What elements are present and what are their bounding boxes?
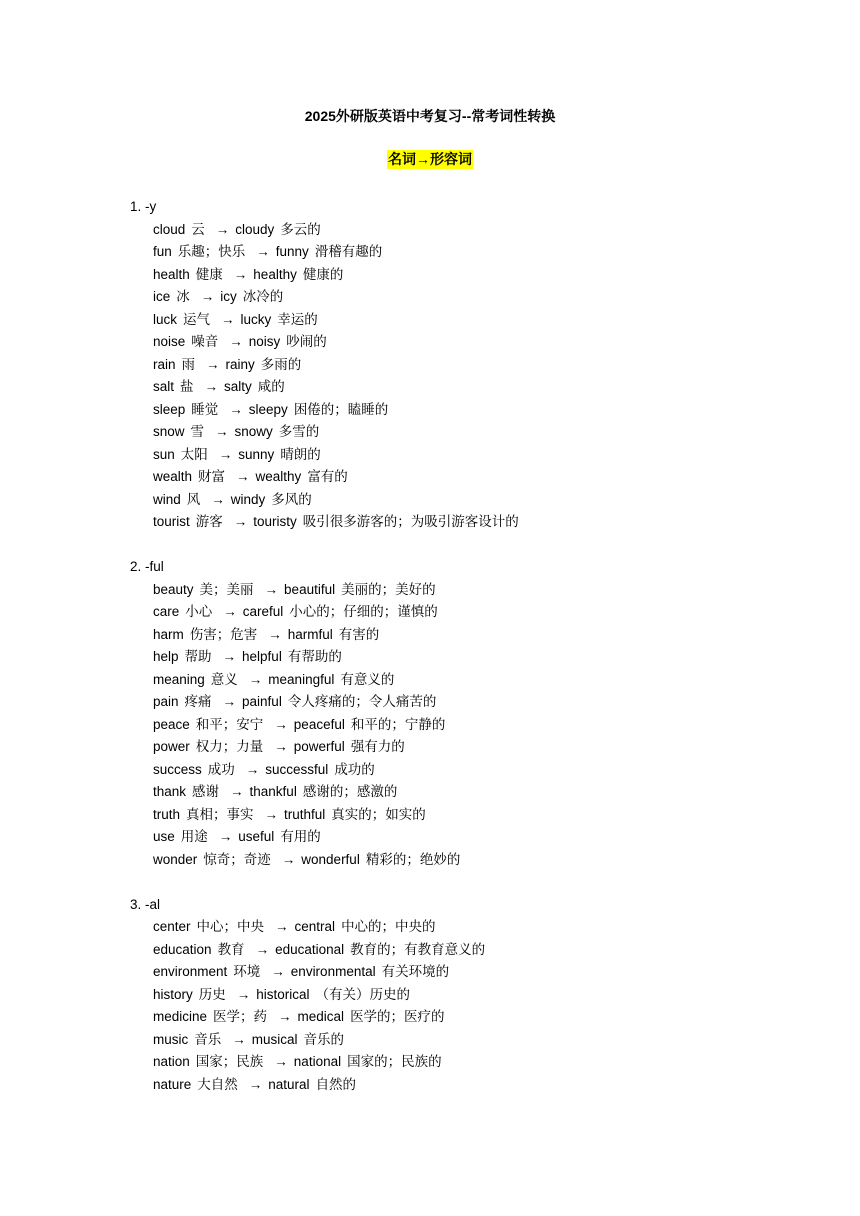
arrow-icon: → bbox=[215, 424, 229, 439]
noun-word: truth bbox=[153, 806, 181, 822]
word-entry bbox=[130, 826, 830, 849]
arrow-icon: → bbox=[222, 649, 237, 664]
word-entry bbox=[130, 781, 830, 804]
word-sections bbox=[130, 196, 830, 1119]
arrow-icon: → bbox=[215, 221, 230, 237]
noun-word: beauty bbox=[153, 581, 194, 597]
noun-meaning: 太阳 bbox=[180, 446, 208, 462]
word-entry bbox=[130, 736, 830, 759]
adjective-word: wealthy bbox=[255, 469, 302, 484]
adjective-word: historical bbox=[256, 986, 310, 1002]
adjective-meaning: 健康的 bbox=[302, 266, 344, 282]
arrow-icon: → bbox=[256, 244, 270, 259]
adjective-meaning: 小心的；仔细的；谨慎的 bbox=[289, 604, 438, 619]
arrow-icon: → bbox=[229, 334, 243, 349]
adjective-word: careful bbox=[242, 604, 284, 619]
page-title: 2025外研版英语中考复习--常考词性转换 bbox=[304, 108, 556, 124]
adjective-meaning: 精彩的；绝妙的 bbox=[365, 851, 461, 867]
adjective-meaning: 富有的 bbox=[307, 469, 348, 484]
noun-word: health bbox=[153, 266, 190, 282]
adjective-meaning: 冰冷的 bbox=[242, 289, 284, 304]
noun-meaning: 意义 bbox=[210, 671, 238, 687]
adjective-word: truthful bbox=[284, 806, 326, 822]
adjective-word: sunny bbox=[238, 446, 275, 462]
adjective-meaning: 感谢的；感激的 bbox=[302, 784, 398, 799]
noun-word: snow bbox=[153, 424, 185, 439]
arrow-icon: → bbox=[236, 469, 250, 484]
adjective-meaning: 教育的；有教育意义的 bbox=[350, 941, 486, 957]
arrow-icon: → bbox=[206, 356, 220, 372]
word-entry bbox=[130, 1006, 830, 1029]
noun-word: noise bbox=[153, 334, 186, 349]
arrow-icon: → bbox=[264, 581, 279, 597]
noun-word: fun bbox=[153, 244, 172, 259]
noun-meaning: 成功 bbox=[207, 761, 235, 777]
arrow-icon: → bbox=[236, 986, 251, 1002]
adjective-meaning: 国家的；民族的 bbox=[347, 1054, 442, 1069]
noun-meaning: 美；美丽 bbox=[199, 581, 254, 597]
word-entry bbox=[130, 376, 830, 399]
subtitle-wrap bbox=[0, 150, 860, 169]
adjective-word: funny bbox=[275, 244, 309, 259]
adjective-meaning: 有关环境的 bbox=[381, 964, 450, 979]
adjective-meaning: 幸运的 bbox=[277, 311, 318, 327]
noun-meaning: 音乐 bbox=[194, 1031, 222, 1047]
adjective-word: rainy bbox=[225, 356, 255, 372]
arrow-icon: → bbox=[232, 1031, 246, 1047]
noun-word: wonder bbox=[153, 851, 198, 867]
adjective-meaning: 咸的 bbox=[257, 379, 285, 394]
arrow-icon: → bbox=[274, 739, 288, 754]
adjective-meaning: （有关）历史的 bbox=[315, 986, 411, 1002]
word-entry bbox=[130, 804, 830, 827]
arrow-icon: → bbox=[233, 514, 248, 529]
adjective-word: noisy bbox=[248, 334, 281, 349]
noun-word: history bbox=[153, 986, 193, 1002]
noun-meaning: 帮助 bbox=[184, 649, 212, 664]
adjective-word: salty bbox=[224, 379, 252, 394]
adjective-word: lucky bbox=[240, 311, 272, 327]
section-heading: 2. -ful bbox=[130, 559, 164, 574]
arrow-icon: → bbox=[200, 289, 215, 304]
word-entry bbox=[130, 241, 830, 264]
adjective-word: peaceful bbox=[293, 716, 345, 732]
noun-meaning: 感谢 bbox=[192, 784, 220, 799]
adjective-meaning: 自然的 bbox=[315, 1076, 357, 1092]
word-section bbox=[130, 894, 830, 1097]
adjective-meaning: 有意义的 bbox=[340, 671, 395, 687]
noun-word: luck bbox=[153, 311, 178, 327]
adjective-meaning: 音乐的 bbox=[303, 1031, 345, 1047]
adjective-meaning: 令人疼痛的；令人痛苦的 bbox=[287, 694, 437, 709]
noun-meaning: 国家；民族 bbox=[195, 1054, 264, 1069]
adjective-word: medical bbox=[297, 1009, 345, 1024]
noun-word: sleep bbox=[153, 401, 186, 417]
adjective-word: harmful bbox=[287, 626, 333, 642]
noun-word: music bbox=[153, 1031, 189, 1047]
arrow-icon: → bbox=[271, 964, 285, 979]
adjective-meaning: 多雪的 bbox=[278, 424, 320, 439]
noun-meaning: 伤害；危害 bbox=[189, 626, 258, 642]
arrow-icon: → bbox=[204, 379, 219, 394]
arrow-icon: → bbox=[223, 604, 237, 619]
noun-word: use bbox=[153, 829, 175, 844]
arrow-icon: → bbox=[221, 311, 235, 327]
word-entry bbox=[130, 309, 830, 332]
adjective-word: national bbox=[293, 1054, 342, 1069]
arrow-icon: → bbox=[264, 806, 279, 822]
adjective-meaning: 和平的；宁静的 bbox=[350, 716, 446, 732]
word-entry bbox=[130, 961, 830, 984]
adjective-meaning: 吵闹的 bbox=[286, 334, 327, 349]
adjective-word: icy bbox=[220, 289, 237, 304]
noun-meaning: 疼痛 bbox=[184, 694, 212, 709]
arrow-icon: → bbox=[268, 626, 282, 642]
word-entry bbox=[130, 219, 830, 242]
adjective-word: successful bbox=[265, 761, 329, 777]
noun-meaning: 医学；药 bbox=[213, 1009, 268, 1024]
noun-meaning: 雨 bbox=[181, 356, 196, 372]
word-entry bbox=[130, 849, 830, 872]
word-entry bbox=[130, 511, 830, 534]
adjective-word: healthy bbox=[253, 266, 297, 282]
word-entry bbox=[130, 286, 830, 309]
noun-word: wind bbox=[153, 491, 181, 507]
noun-word: harm bbox=[153, 626, 184, 642]
noun-word: thank bbox=[153, 784, 187, 799]
arrow-icon: → bbox=[248, 1076, 263, 1092]
word-entry bbox=[130, 579, 830, 602]
noun-meaning: 教育 bbox=[217, 941, 245, 957]
noun-word: care bbox=[153, 604, 180, 619]
adjective-meaning: 真实的；如实的 bbox=[331, 806, 426, 822]
noun-meaning: 噪音 bbox=[191, 334, 219, 349]
adjective-meaning: 滑稽有趣的 bbox=[314, 244, 383, 259]
arrow-icon: → bbox=[278, 1009, 292, 1024]
adjective-meaning: 强有力的 bbox=[350, 739, 405, 754]
word-entry bbox=[130, 331, 830, 354]
adjective-word: beautiful bbox=[284, 581, 336, 597]
word-section bbox=[130, 196, 830, 534]
adjective-meaning: 医学的；医疗的 bbox=[350, 1009, 445, 1024]
word-entry bbox=[130, 264, 830, 287]
noun-meaning: 环境 bbox=[233, 964, 261, 979]
adjective-word: environmental bbox=[290, 964, 376, 979]
adjective-meaning: 中心的；中央的 bbox=[341, 919, 436, 934]
adjective-meaning: 成功的 bbox=[334, 761, 375, 777]
word-entry bbox=[130, 1074, 830, 1097]
noun-word: success bbox=[153, 761, 202, 777]
noun-meaning: 大自然 bbox=[197, 1076, 238, 1092]
section-heading: 1. -y bbox=[130, 199, 157, 214]
highlighted-subtitle: 名词→形容词 bbox=[388, 151, 472, 167]
word-entry bbox=[130, 714, 830, 737]
noun-meaning: 风 bbox=[186, 491, 201, 507]
noun-meaning: 和平；安宁 bbox=[195, 716, 264, 732]
adjective-word: educational bbox=[275, 941, 345, 957]
word-entry bbox=[130, 1051, 830, 1074]
adjective-word: snowy bbox=[234, 424, 273, 439]
arrow-icon: → bbox=[233, 266, 248, 282]
arrow-icon: → bbox=[275, 919, 289, 934]
word-entry bbox=[130, 489, 830, 512]
section-heading: 3. -al bbox=[130, 896, 161, 912]
adjective-meaning: 美丽的；美好的 bbox=[341, 581, 436, 597]
noun-meaning: 健康 bbox=[195, 266, 223, 282]
adjective-word: touristy bbox=[253, 514, 297, 529]
noun-meaning: 历史 bbox=[198, 986, 226, 1002]
noun-word: medicine bbox=[153, 1009, 208, 1024]
adjective-word: thankful bbox=[249, 784, 297, 799]
noun-meaning: 冰 bbox=[176, 289, 190, 304]
word-entry bbox=[130, 669, 830, 692]
word-entry bbox=[130, 691, 830, 714]
word-entry bbox=[130, 399, 830, 422]
noun-word: pain bbox=[153, 694, 179, 709]
noun-meaning: 用途 bbox=[180, 829, 208, 844]
arrow-icon: → bbox=[211, 491, 225, 507]
noun-meaning: 雪 bbox=[190, 424, 205, 439]
adjective-word: helpful bbox=[242, 649, 282, 664]
arrow-icon: → bbox=[218, 829, 233, 844]
noun-meaning: 小心 bbox=[185, 604, 213, 619]
noun-word: peace bbox=[153, 716, 190, 732]
adjective-word: natural bbox=[268, 1076, 310, 1092]
noun-word: help bbox=[153, 649, 179, 664]
adjective-meaning: 晴朗的 bbox=[280, 446, 321, 462]
noun-meaning: 真相；事实 bbox=[186, 806, 254, 822]
word-section bbox=[130, 556, 830, 871]
noun-word: center bbox=[153, 919, 191, 934]
noun-meaning: 睡觉 bbox=[191, 401, 219, 417]
arrow-icon: → bbox=[255, 941, 270, 957]
noun-meaning: 惊奇；奇迹 bbox=[203, 851, 271, 867]
arrow-icon: → bbox=[229, 401, 243, 417]
word-entry bbox=[130, 421, 830, 444]
word-entry bbox=[130, 444, 830, 467]
word-entry bbox=[130, 646, 830, 669]
adjective-meaning: 有帮助的 bbox=[287, 649, 342, 664]
word-entry bbox=[130, 984, 830, 1007]
word-entry bbox=[130, 601, 830, 624]
adjective-word: cloudy bbox=[235, 221, 275, 237]
arrow-icon: → bbox=[222, 694, 237, 709]
noun-word: salt bbox=[153, 379, 175, 394]
adjective-word: sleepy bbox=[248, 401, 288, 417]
noun-word: tourist bbox=[153, 514, 190, 529]
noun-meaning: 中心；中央 bbox=[196, 919, 265, 934]
noun-meaning: 权力；力量 bbox=[195, 739, 264, 754]
word-entry bbox=[130, 466, 830, 489]
arrow-icon: → bbox=[274, 1054, 288, 1069]
word-entry bbox=[130, 939, 830, 962]
adjective-meaning: 吸引很多游客的；为吸引游客设计的 bbox=[302, 514, 519, 529]
adjective-meaning: 困倦的；瞌睡的 bbox=[293, 401, 389, 417]
noun-word: wealth bbox=[153, 469, 193, 484]
adjective-word: painful bbox=[242, 694, 282, 709]
noun-word: meaning bbox=[153, 671, 205, 687]
word-entry bbox=[130, 916, 830, 939]
noun-word: rain bbox=[153, 356, 176, 372]
adjective-word: powerful bbox=[293, 739, 345, 754]
noun-word: environment bbox=[153, 964, 228, 979]
noun-meaning: 游客 bbox=[195, 514, 223, 529]
arrow-icon: → bbox=[230, 784, 244, 799]
adjective-meaning: 多雨的 bbox=[260, 356, 302, 372]
adjective-meaning: 多风的 bbox=[271, 491, 312, 507]
noun-word: education bbox=[153, 941, 212, 957]
adjective-meaning: 多云的 bbox=[280, 221, 321, 237]
adjective-word: central bbox=[294, 919, 336, 934]
adjective-meaning: 有用的 bbox=[280, 829, 321, 844]
adjective-word: windy bbox=[230, 491, 266, 507]
adjective-meaning: 有害的 bbox=[338, 626, 380, 642]
noun-meaning: 盐 bbox=[180, 379, 194, 394]
noun-meaning: 乐趣；快乐 bbox=[177, 244, 246, 259]
arrow-icon: → bbox=[248, 671, 263, 687]
noun-meaning: 云 bbox=[191, 221, 205, 237]
noun-word: cloud bbox=[153, 221, 186, 237]
noun-word: sun bbox=[153, 446, 175, 462]
adjective-word: meaningful bbox=[268, 671, 335, 687]
noun-word: nation bbox=[153, 1054, 190, 1069]
word-entry bbox=[130, 354, 830, 377]
word-entry bbox=[130, 759, 830, 782]
adjective-word: musical bbox=[251, 1031, 298, 1047]
adjective-word: wonderful bbox=[301, 851, 360, 867]
noun-meaning: 运气 bbox=[183, 311, 211, 327]
arrow-icon: → bbox=[274, 716, 288, 732]
noun-word: nature bbox=[153, 1076, 192, 1092]
word-entry bbox=[130, 1029, 830, 1052]
arrow-icon: → bbox=[218, 446, 233, 462]
arrow-icon: → bbox=[245, 761, 260, 777]
arrow-icon: → bbox=[281, 851, 296, 867]
adjective-word: useful bbox=[238, 829, 275, 844]
noun-word: power bbox=[153, 739, 190, 754]
noun-meaning: 财富 bbox=[198, 469, 226, 484]
noun-word: ice bbox=[153, 289, 171, 304]
word-entry bbox=[130, 624, 830, 647]
